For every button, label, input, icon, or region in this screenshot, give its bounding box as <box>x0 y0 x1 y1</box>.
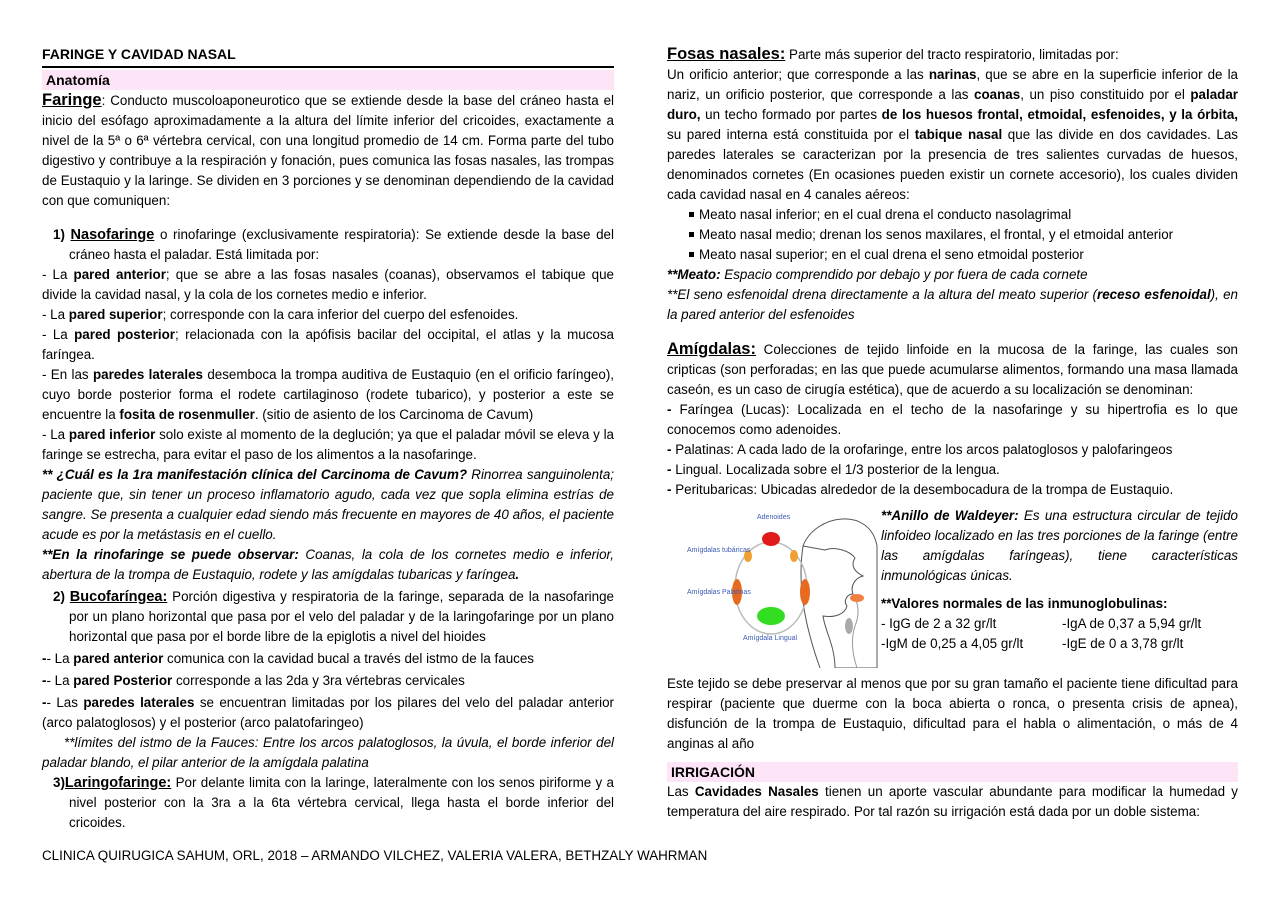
label-palatinas: Amígdalas Palatinas <box>687 589 751 596</box>
amigdalas-term: Amígdalas: <box>667 340 756 358</box>
palatine-right-shape <box>800 579 810 605</box>
waldeyer-note: **Anillo de Waldeyer: Es una estructura circular de tejido linfoideo localizado en las tres porciones de la faringe (entre las amígdalas faríngeas), tiene características inmunológicas únicas. <box>881 508 1239 583</box>
ig-row <box>881 614 1238 634</box>
amigdalas-paragraph: Amígdalas: Colecciones de tejido linfoide en la mucosa de la faringe, las cuales son cripticas (son perforadas; en las que puede acumularse alimentos, formando una masa llamada caseón, es un caso de cirugía estética), que de acuerdo a su localización se denominan: <box>667 340 1238 397</box>
fosas-term: Fosas nasales: <box>667 45 786 63</box>
bucofaringea-wall-lateral: -- Las paredes laterales se encuentran limitadas por los pilares del velo del paladar anterior (arco palatoglosos) y el posterior (arco palatofaringeo) <box>42 695 615 730</box>
laringofaringe-term: Laringofaringe: <box>64 775 172 791</box>
fauces-note: **límites del istmo de la Fauces: Entre los arcos palatoglosos, la úvula, el borde inferior del paladar blando, el pilar anterior de la amígdala palatina <box>42 735 614 770</box>
fosas-paragraph: Un orificio anterior; que corresponde a las narinas, que se abre en la superficie inferior de la nariz, un orificio posterior, que corresponde a las coanas, un piso constituido por el paladar duro, un techo formado por partes de los huesos frontal, etmoidal, esfenoides, y la órbita, su pared interna está constituida por el tabique nasal que las divide en dos cavidades. Las paredes laterales se caracterizan por la presencia de tres salientes curvadas de huesos, denominados cornetes (En ocasiones pueden existir un cornete accesorio), los cuales dividen cada cavidad nasal en 4 canales aéreos: <box>667 67 1239 202</box>
label-lingual: Amígdala Lingual <box>743 635 798 642</box>
list-item: Meato nasal inferior; en el cual drena el conducto nasolagrimal <box>689 205 1238 225</box>
bucofaringea-heading: 2) Bucofaríngea: Porción digestiva y respiratoria de la faringe, separada de la nasofaringe por un plano horizontal que pasa por el velo del paladar y de la laringofaringe por un plano horizontal que pasa por el borde libre de la epiglotis a nivel del hioides <box>53 589 614 644</box>
nasofaringe-wall-anterior: - La pared anterior; que se abre a las fosas nasales (coanas), observamos el tabique que divide la cavidad nasal, y la cola de los cornetes medio e inferior. <box>42 267 615 302</box>
bucofaringea-wall-anterior: -- La pared anterior comunica con la cavidad bucal a través del istmo de la fauces <box>42 651 534 666</box>
amigdala-item-lingual: - Lingual. Localizada sobre el 1/3 posterior de la lengua. <box>667 462 1000 477</box>
label-tubaricas: Amígdalas tubáricas <box>687 547 751 554</box>
right-column <box>667 44 1238 822</box>
bucofaringea-term: Bucofaríngea: <box>69 589 168 605</box>
lingual-shape <box>757 607 785 625</box>
section-heading-anatomia: Anatomía <box>42 70 614 90</box>
adenoid-shape <box>762 532 780 546</box>
faringe-term: Faringe <box>42 91 102 109</box>
meato-note: **Meato: Espacio comprendido por debajo y por fuera de cada cornete <box>667 267 1088 282</box>
ig-row <box>881 634 1238 654</box>
waldeyer-ring-diagram <box>685 506 881 668</box>
left-column <box>42 44 614 833</box>
ig-value: - IgG de 2 a 32 gr/lt <box>881 616 997 631</box>
rinofaringe-note: **En la rinofaringe se puede observar: Coanas, la cola de los cornetes medio e inferior, abertura de la trompa de Eustaquio, rodete y las amígdalas tubaricas y faríngea. <box>42 547 614 582</box>
cavum-note: ** ¿Cuál es la 1ra manifestación clínica del Carcinoma de Cavum? Rinorrea sanguinolenta; paciente que, sin tener un proceso inflamatorio agudo, cada vez que sopla elimina estrías de sangre. Se presenta a cualquier edad siendo más frecuente en mayores de 40 años, el paciente acude es por la metástasis en el cuello. <box>42 467 614 542</box>
document-title: FARINGE Y CAVIDAD NASAL <box>42 44 614 68</box>
list-item: Meato nasal medio; drenan los senos maxilares, el frontal, y el etmoidal anterior <box>689 225 1238 245</box>
nasofaringe-wall-superior: - La pared superior; corresponde con la cara inferior del cuerpo del esfenoides. <box>42 307 519 322</box>
ig-value: -IgM de 0,25 a 4,05 gr/lt <box>881 636 1024 651</box>
nasofaringe-heading: 1) Nasofaringe o rinofaringe (exclusivamente respiratoria): Se extiende desde la base del cráneo hasta el paladar. Está limitada por: <box>53 227 614 262</box>
amigdala-item-peritubaricas: - Peritubaricas: Ubicadas alrededor de la desembocadura de la trompa de Eustaquio. <box>667 482 1174 497</box>
tubaric-right-shape <box>790 550 798 562</box>
waldeyer-block <box>881 506 1238 668</box>
seno-esfenoidal-note: **El seno esfenoidal drena directamente a la altura del meato superior (receso esfenoidal), en la pared anterior del esfenoides <box>667 287 1238 322</box>
preserve-paragraph: Este tejido se debe preservar al menos que por su gran tamaño el paciente tiene dificultad para respirar (paciente que duerme con la boca abierta o ronca, o presenta crisis de apnea), disfunción de la trompa de Eustaquio, dificultad para el habla o alimentación, o más de 4 anginas al año <box>667 676 1238 751</box>
amigdala-item-faringea: - Faríngea (Lucas): Localizada en el techo de la nasofaringe y su hipertrofia es lo que conocemos como adenoides. <box>667 402 1238 437</box>
laringofaringe-paragraph: 3)Laringofaringe: Por delante limita con la laringe, lateralmente con los senos piriforme y a nivel posterior con la 3ra a la 6ta vértebra cervical, llega hasta el borde inferior del cricoides. <box>53 775 614 830</box>
nasofaringe-term: Nasofaringe <box>70 227 155 243</box>
label-adenoides: Adenoides <box>757 514 791 521</box>
nasofaringe-wall-lateral: - En las paredes laterales desemboca la trompa auditiva de Eustaquio (en el orificio faríngeo), cuyo borde posterior forma el rodete cartilaginoso (rodete tubarico), y posterior a este se encuentre la fosita de rosenmuller. (sitio de asiento de los Carcinoma de Cavum) <box>42 367 614 422</box>
section-heading-irrigacion: IRRIGACIÓN <box>667 762 1238 782</box>
ig-value: -IgE de 0 a 3,78 gr/lt <box>1062 636 1184 651</box>
footer-credits: CLINICA QUIRUGICA SAHUM, ORL, 2018 – ARMANDO VILCHEZ, VALERIA VALERA, BETHZALY WAHRMAN <box>42 848 708 863</box>
meato-list <box>667 205 1238 265</box>
nasofaringe-wall-inferior: - La pared inferior solo existe al momento de la deglución; ya que el paladar móvil se eleva y la faringe se estrecha, para evitar el paso de los alimentos a la nasofaringe. <box>42 427 614 462</box>
ig-value: -IgA de 0,37 a 5,94 gr/lt <box>1062 616 1202 631</box>
bucofaringea-wall-posterior: -- La pared Posterior corresponde a las 2da y 3ra vértebras cervicales <box>42 673 465 688</box>
list-item: Meato nasal superior; en el cual drena el seno etmoidal posterior <box>689 245 1238 265</box>
nasofaringe-wall-posterior: - La pared posterior; relacionada con la apófisis bacilar del occipital, el atlas y la mucosa faríngea. <box>42 327 615 362</box>
irrigacion-paragraph: Las Cavidades Nasales tienen un aporte vascular abundante para modificar la humedad y temperatura del aire respirado. Por tal razón su irrigación está dada por un doble sistema: <box>667 784 1238 819</box>
ig-title: **Valores normales de las inmunoglobulinas: <box>881 596 1168 611</box>
amigdala-item-palatinas: - Palatinas: A cada lado de la orofaringe, entre los arcos palatoglosos y palofaringeos <box>667 442 1173 457</box>
fosas-heading: Fosas nasales: Parte más superior del tracto respiratorio, limitadas por: <box>667 45 1119 63</box>
faringe-paragraph: Faringe: Conducto muscoloaponeurotico que se extiende desde la base del cráneo hasta el inicio del esófago aproximadamente a la altura del límite inferior del cricoides, exactamente a nivel de la 5ª o 6ª vértebra cervical, con una longitud promedio de 14 cm. Forma parte del tubo digestivo y contribuye a la respiración y fonación, pues comunica las fosas nasales, las trompas de Eustaquio y la laringe. Se dividen en 3 porciones y se denominan dependiendo de la cavidad con que comuniquen: <box>42 91 614 208</box>
waldeyer-figure-row <box>667 506 1238 668</box>
